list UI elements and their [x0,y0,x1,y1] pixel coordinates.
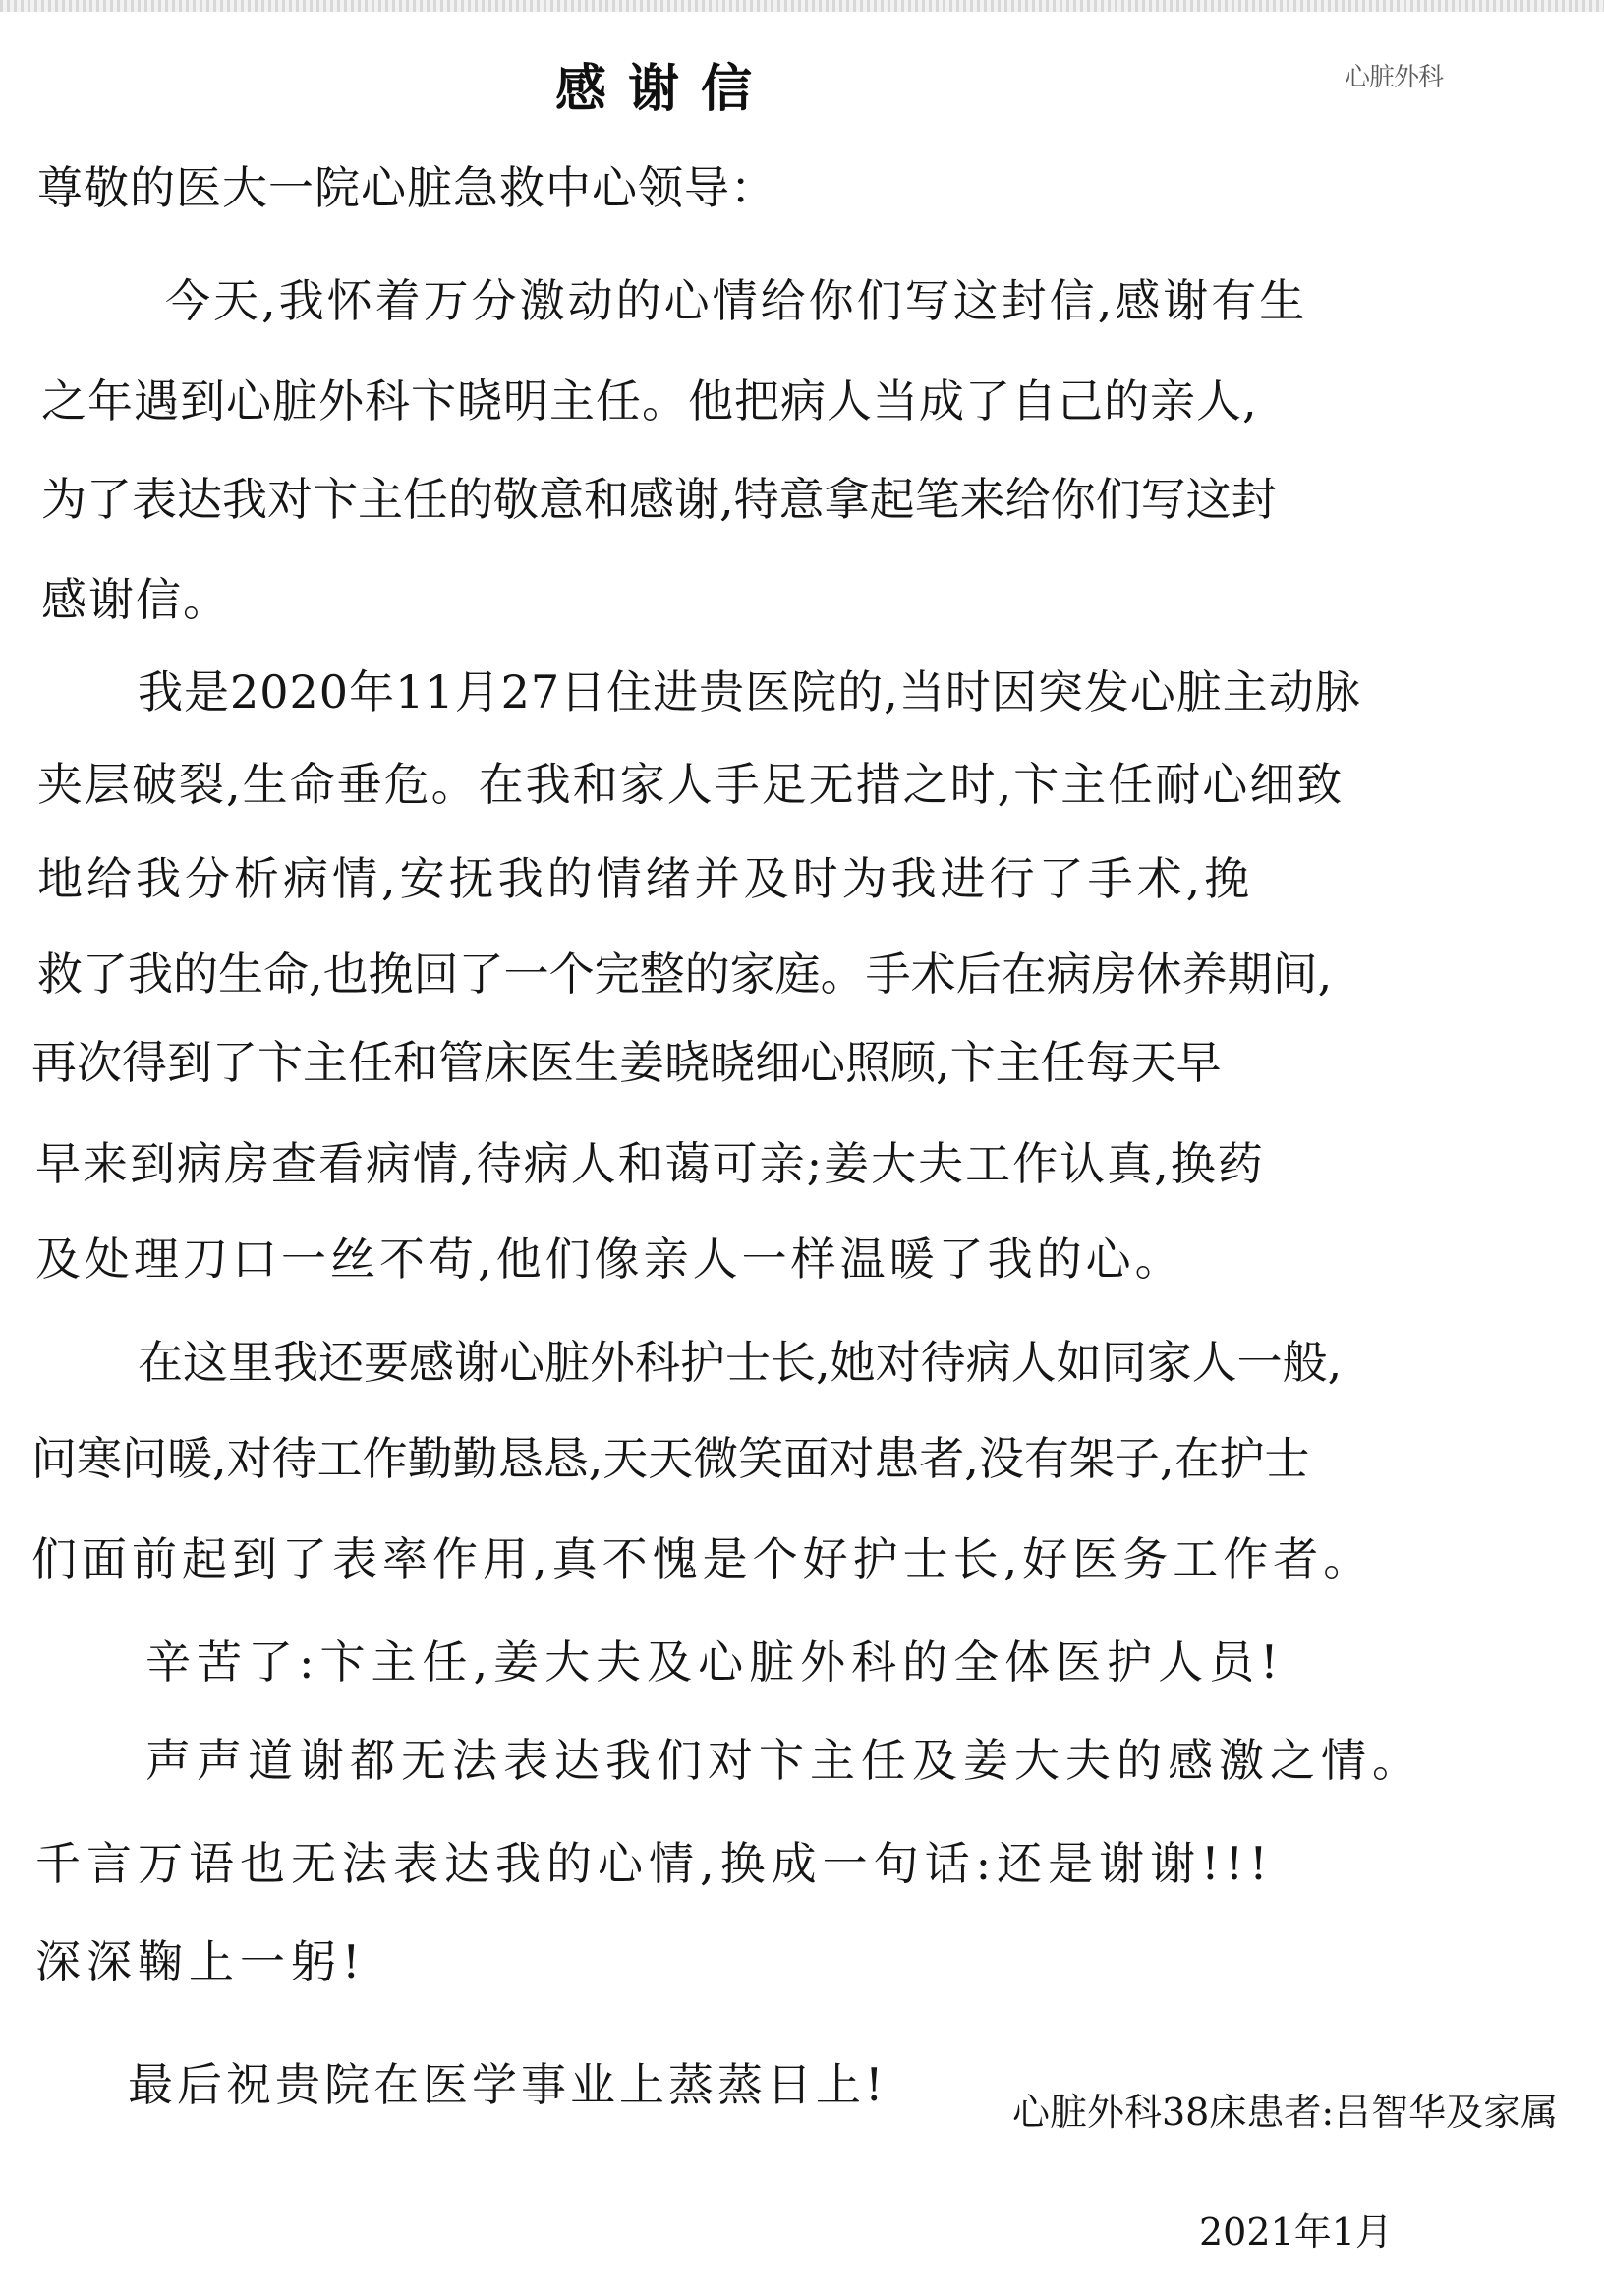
letter-date: 2021年1月 [1199,2210,1393,2254]
body-line: 及处理刀口一丝不苟,他们像亲人一样温暖了我的心。 [35,1233,1184,1286]
body-line: 感谢信。 [41,573,230,626]
body-line: 为了表达我对卞主任的敬意和感谢,特意拿起笔来给你们写这封 [41,473,1277,526]
scan-edge [0,0,1604,12]
body-line: 我是2020年11月27日住进贵医院的,当时因突发心脏主动脉 [138,665,1361,718]
letter-title: 感谢信 [554,59,773,119]
body-line: 夹层破裂,生命垂危。在我和家人手足无措之时,卞主任耐心细致 [37,758,1345,811]
body-line: 千言万语也无法表达我的心情,换成一句话:还是谢谢!!! [35,1837,1274,1890]
body-line: 早来到病房查看病情,待病人和蔼可亲;姜大夫工作认真,换药 [35,1137,1265,1190]
signature: 心脏外科38床患者:吕智华及家属 [1012,2091,1559,2134]
corner-note: 心脏外科 [1345,63,1444,92]
body-line: 今天,我怀着万分激动的心情给你们写这封信,感谢有生 [165,274,1308,327]
body-line: 再次得到了卞主任和管床医生姜晓晓细心照顾,卞主任每天早 [31,1036,1222,1089]
body-line: 在这里我还要感谢心脏外科护士长,她对待病人如同家人一般, [138,1336,1343,1389]
body-line: 们面前起到了表率作用,真不愧是个好护士长,好医务工作者。 [31,1532,1374,1585]
body-line: 深深鞠上一躬! [35,1935,367,1988]
body-line: 问寒问暖,对待工作勤勤恳恳,天天微笑面对患者,没有架子,在护士 [31,1432,1310,1485]
body-line: 地给我分析病情,安抚我的情绪并及时为我进行了手术,挽 [37,852,1254,905]
body-line: 声声道谢都无法表达我们对卞主任及姜大夫的感激之情。 [145,1734,1423,1787]
body-line: 之年遇到心脏外科卞晓明主任。他把病人当成了自己的亲人, [41,374,1258,428]
body-line: 最后祝贵院在医学事业上蒸蒸日上! [128,2058,888,2111]
body-line: 救了我的生命,也挽回了一个完整的家庭。手术后在病房休养期间, [37,947,1333,1001]
body-line: 辛苦了:卞主任,姜大夫及心脏外科的全体医护人员! [145,1636,1285,1689]
salutation: 尊敬的医大一院心脏急救中心领导： [37,161,776,214]
